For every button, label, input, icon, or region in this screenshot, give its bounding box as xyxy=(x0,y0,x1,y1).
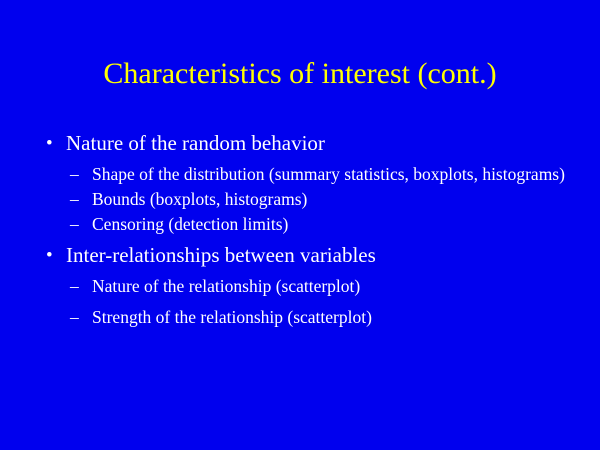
dash-bullet-icon: – xyxy=(70,307,79,327)
dash-bullet-icon: – xyxy=(70,164,79,184)
bullet-list-level1 xyxy=(40,130,570,329)
list-item-label: Inter-relationships between variables xyxy=(66,243,376,267)
list-item xyxy=(66,188,570,211)
bullet-list-level2 xyxy=(66,275,570,329)
dash-bullet-icon: – xyxy=(70,276,79,296)
bullet-icon: • xyxy=(46,133,53,154)
slide-body xyxy=(40,130,570,335)
list-item xyxy=(66,163,570,186)
dash-bullet-icon: – xyxy=(70,214,79,234)
list-item-label: Strength of the relationship (scatterplot) xyxy=(92,307,372,327)
list-item xyxy=(40,130,570,236)
list-item xyxy=(66,306,570,329)
list-item xyxy=(66,213,570,236)
bullet-list-level2 xyxy=(66,163,570,236)
list-item-label: Bounds (boxplots, histograms) xyxy=(92,189,308,209)
dash-bullet-icon: – xyxy=(70,189,79,209)
list-item-label: Censoring (detection limits) xyxy=(92,214,289,234)
bullet-icon: • xyxy=(46,245,53,266)
list-item-label: Shape of the distribution (summary statistics, boxplots, histograms) xyxy=(92,164,565,184)
list-item xyxy=(40,242,570,329)
list-item-label: Nature of the relationship (scatterplot) xyxy=(92,276,361,296)
page-title: Characteristics of interest (cont.) xyxy=(103,57,497,90)
list-item xyxy=(66,275,570,298)
list-item-label: Nature of the random behavior xyxy=(66,131,325,155)
